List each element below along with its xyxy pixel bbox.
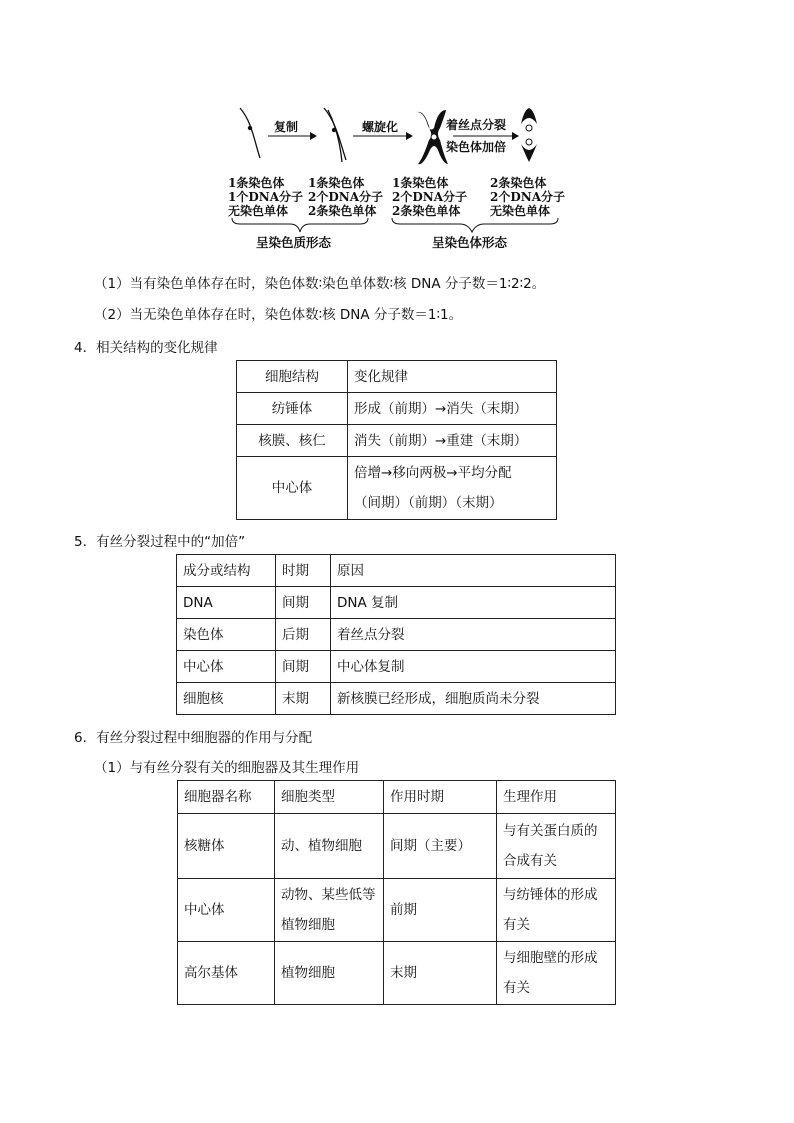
section-5-heading: 5．有丝分裂过程中的“加倍” — [74, 534, 246, 550]
table-cell: 间期 — [276, 651, 331, 683]
stage-line: 1个DNA分子 — [228, 190, 304, 204]
table-row — [178, 942, 616, 1005]
stage-line: 2条染色单体 — [308, 204, 377, 218]
stage-line: 2条染色单体 — [392, 204, 461, 218]
table-row — [237, 425, 557, 457]
header-cell: 细胞结构 — [237, 361, 348, 393]
stage-line: 2个DNA分子 — [308, 190, 384, 204]
table-cell — [275, 879, 384, 942]
cell-line: 有关 — [503, 917, 530, 933]
brace-right — [392, 218, 558, 232]
arrow-label-spiral: 螺旋化 — [362, 120, 399, 134]
cell-line: 有关 — [503, 980, 530, 996]
stage-line: 2个DNA分子 — [490, 190, 566, 204]
table-row — [177, 651, 616, 683]
table-row — [177, 619, 616, 651]
cell-line: 倍增→移向两极→平均分配 — [354, 465, 512, 481]
section-6-subheading: （1）与有丝分裂有关的细胞器及其生理作用 — [94, 760, 360, 776]
arrow-head — [406, 132, 413, 140]
stage-2-description — [308, 176, 383, 218]
table-cell: DNA — [177, 587, 276, 619]
header-cell: 作用时期 — [384, 781, 497, 814]
stage-line: 2个DNA分子 — [392, 190, 468, 204]
table-cell: 细胞核 — [177, 683, 276, 715]
stage-line: 1条染色体 — [228, 176, 285, 190]
doubling-table — [176, 554, 616, 715]
cell-line: 与纺锤体的形成 — [503, 887, 598, 903]
cell-line: 合成有关 — [503, 853, 557, 869]
header-cell: 细胞类型 — [275, 781, 384, 814]
arrow-label-chromosome-double: 染色体加倍 — [446, 140, 507, 154]
header-cell: 生理作用 — [497, 781, 616, 814]
table-cell: 着丝点分裂 — [331, 619, 616, 651]
table-row — [237, 393, 557, 425]
table-cell: 末期 — [276, 683, 331, 715]
stage-1-description — [228, 176, 303, 218]
table-row — [237, 457, 557, 520]
stage-4-description — [490, 176, 565, 218]
table-row — [177, 587, 616, 619]
x-chromosome — [417, 110, 448, 164]
table-header-row — [237, 361, 557, 393]
table-cell: 后期 — [276, 619, 331, 651]
cell-line: 植物细胞 — [281, 917, 335, 933]
note-2: （2）当无染色单体存在时，染色体数∶核 DNA 分子数＝1∶1。 — [94, 307, 463, 323]
section-4-heading: 4．相关结构的变化规律 — [74, 340, 218, 356]
chromatin-strand — [324, 108, 346, 160]
table-row — [178, 814, 616, 879]
table-cell: 中心体 — [177, 651, 276, 683]
table-header-row — [178, 781, 616, 814]
table-row — [177, 683, 616, 715]
brace-left — [232, 218, 368, 232]
centromere-dot — [248, 126, 252, 130]
arrow-head — [512, 132, 519, 140]
table-cell — [497, 942, 616, 1005]
cell-line: （间期）（前期）（末期） — [354, 495, 503, 511]
cell-line: 与有关蛋白质的 — [503, 823, 598, 839]
organelle-table — [177, 780, 616, 1005]
header-cell: 时期 — [276, 555, 331, 587]
header-cell: 细胞器名称 — [178, 781, 275, 814]
brace-label-chromosome: 呈染色体形态 — [432, 235, 508, 250]
stage-line: 无染色单体 — [490, 204, 551, 218]
table-cell: 新核膜已经形成，细胞质尚未分裂 — [331, 683, 616, 715]
table-cell: 核膜、核仁 — [237, 425, 348, 457]
table-cell: 中心体 — [237, 457, 348, 520]
table-cell — [497, 879, 616, 942]
header-cell: 成分或结构 — [177, 555, 276, 587]
arrow-head — [310, 132, 317, 140]
stage-line: 2条染色体 — [490, 176, 547, 190]
section-6-heading: 6．有丝分裂过程中细胞器的作用与分配 — [74, 730, 313, 746]
arrow-label-replication: 复制 — [274, 120, 299, 134]
table-cell: 高尔基体 — [178, 942, 275, 1005]
table-cell: 末期 — [384, 942, 497, 1005]
table-cell: 消失（前期）→重建（末期） — [348, 425, 557, 457]
table-cell: DNA 复制 — [331, 587, 616, 619]
stage-3-description — [392, 176, 467, 218]
table-header-row — [177, 555, 616, 587]
table-cell: 前期 — [384, 879, 497, 942]
cell-line: 与细胞壁的形成 — [503, 950, 598, 966]
table-cell: 植物细胞 — [275, 942, 384, 1005]
chromosome-diagram — [220, 100, 580, 255]
table-cell: 形成（前期）→消失（末期） — [348, 393, 557, 425]
table-cell: 间期（主要） — [384, 814, 497, 879]
table-cell — [348, 457, 557, 520]
stage-line: 1条染色体 — [392, 176, 449, 190]
table-cell: 动、植物细胞 — [275, 814, 384, 879]
header-cell: 原因 — [331, 555, 616, 587]
stage-line: 无染色单体 — [228, 204, 289, 218]
header-cell: 变化规律 — [348, 361, 557, 393]
table-cell: 染色体 — [177, 619, 276, 651]
table-row — [178, 879, 616, 942]
arrow-label-centromere-split: 着丝点分裂 — [446, 118, 507, 132]
table-cell: 中心体复制 — [331, 651, 616, 683]
table-cell — [497, 814, 616, 879]
cell-line: 动物、某些低等 — [281, 887, 376, 903]
chromatin-strand — [240, 108, 260, 158]
table-cell: 纺锤体 — [237, 393, 348, 425]
table-cell: 中心体 — [178, 879, 275, 942]
table-cell: 核糖体 — [178, 814, 275, 879]
separated-chromatids — [521, 108, 537, 162]
stage-line: 1条染色体 — [308, 176, 365, 190]
brace-label-chromatin: 呈染色质形态 — [256, 235, 332, 250]
structure-change-table — [236, 360, 557, 520]
centromere-dot — [332, 128, 336, 132]
table-cell: 间期 — [276, 587, 331, 619]
note-1: （1）当有染色单体存在时，染色体数∶染色单体数∶核 DNA 分子数＝1∶2∶2。 — [94, 276, 546, 292]
